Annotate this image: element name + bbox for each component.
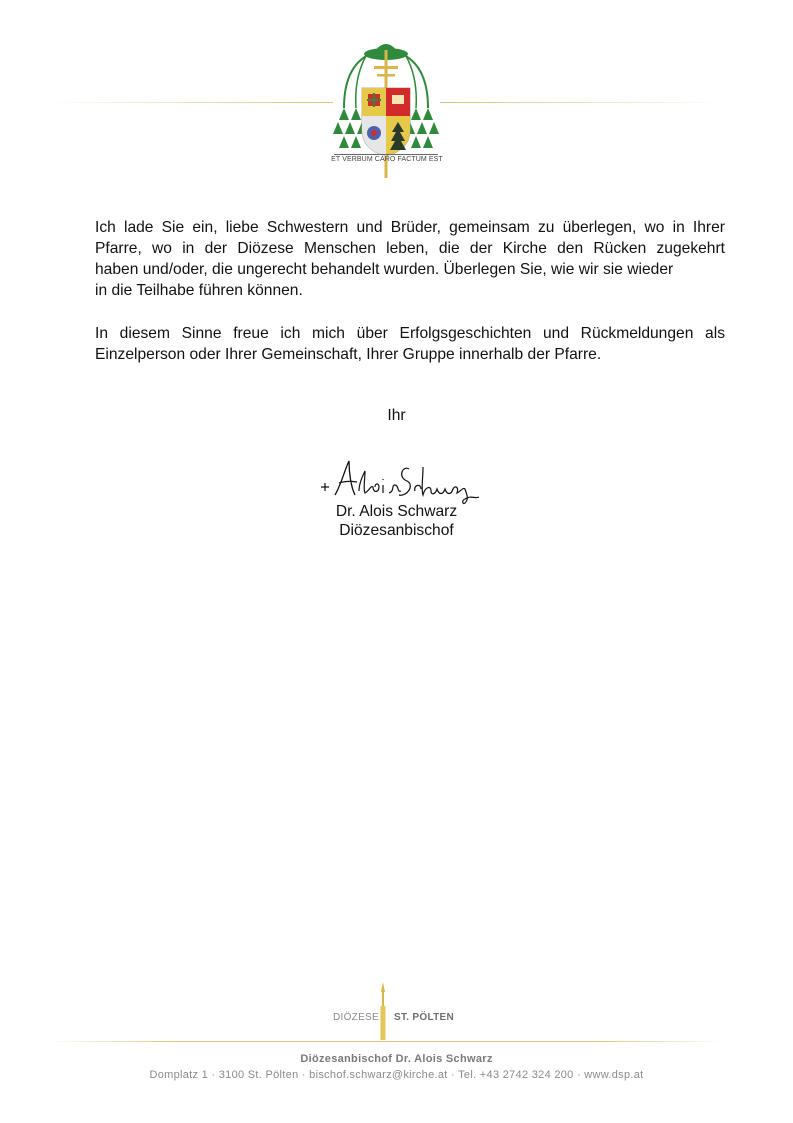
signer-title: Diözesanbischof [339, 522, 454, 539]
footer-sender-name: Diözesanbischof Dr. Alois Schwarz [300, 1053, 493, 1065]
header-gold-line-right [440, 102, 725, 103]
footer-gold-line [48, 1041, 725, 1042]
paragraph-1-line-2: Pfarre, wo in der Diözese Menschen leben, die der Kirche den Rücken zugekehrt [95, 240, 725, 257]
handwritten-signature [315, 455, 485, 507]
letter-paragraph-2 [95, 323, 725, 365]
crest-motto: ET VERBUM CARO FACTUM EST [331, 156, 443, 163]
footer-logo-text-right: ST. PÖLTEN [394, 1012, 455, 1023]
footer-logo-text-left: DIÖZESE [333, 1012, 379, 1023]
footer-contact-address: Domplatz 1 · 3100 St. Pölten · bischof.schwarz@kirche.at · Tel. +43 2742 324 200 · www.dsp.at [149, 1069, 644, 1081]
letter-closing: Ihr [387, 407, 406, 424]
header-gold-line-left [48, 102, 333, 103]
paragraph-1-line-1: Ich lade Sie ein, liebe Schwestern und Brüder, gemeinsam zu überlegen, wo in Ihrer [95, 219, 725, 236]
paragraph-1-line-4: in die Teilhabe führen können. [95, 282, 303, 299]
paragraph-2-line-2: Einzelperson oder Ihrer Gemeinschaft, Ihrer Gruppe innerhalb der Pfarre. [95, 346, 602, 363]
letter-paragraph-1 [95, 217, 725, 301]
motto-rule [334, 154, 438, 155]
paragraph-1-line-3: haben und/oder, die ungerecht behandelt wurden. Überlegen Sie, wie wir sie wieder [95, 261, 674, 278]
signer-name: Dr. Alois Schwarz [335, 503, 458, 520]
paragraph-2-line-1: In diesem Sinne freue ich mich über Erfolgsgeschichten und Rückmeldungen als [95, 325, 725, 342]
